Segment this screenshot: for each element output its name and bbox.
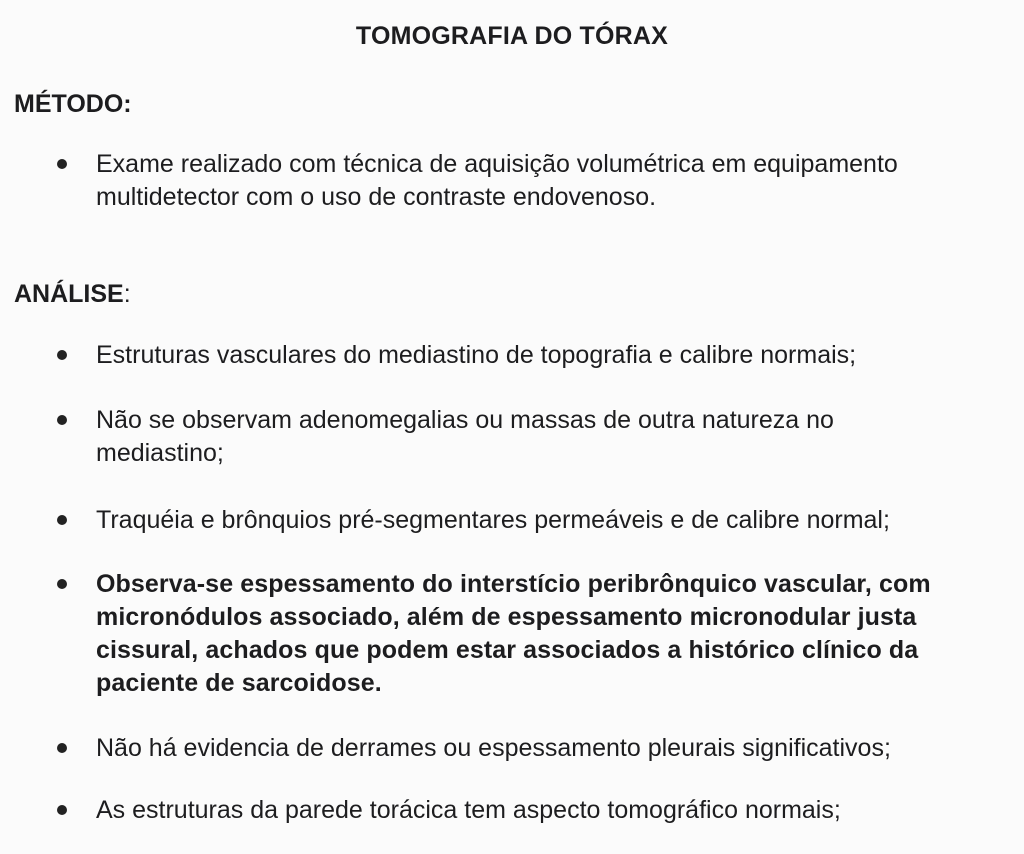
analise-item-5: Não há evidencia de derrames ou espessamento pleurais significativos; — [96, 734, 891, 762]
metodo-heading: MÉTODO: — [14, 90, 132, 118]
bullet-icon — [57, 579, 67, 589]
analise-item-6: As estruturas da parede torácica tem aspecto tomográfico normais; — [96, 796, 841, 824]
analise-heading — [14, 280, 131, 309]
bullet-icon — [57, 805, 67, 815]
analise-item-1: Estruturas vasculares do mediastino de topografia e calibre normais; — [96, 341, 857, 369]
bullet-icon — [57, 515, 67, 525]
document-title: TOMOGRAFIA DO TÓRAX — [355, 22, 669, 50]
analise-heading-colon: : — [123, 280, 131, 308]
bullet-icon — [57, 159, 67, 169]
analise-heading-text: ANÁLISE — [14, 280, 124, 308]
bullet-icon — [57, 350, 67, 360]
metodo-item-1: Exame realizado com técnica de aquisição volumétrica em equipamento multidetector com o uso de contraste endovenoso. — [96, 150, 898, 211]
analise-item-4-highlight: Observa-se espessamento do interstício peribrônquico vascular, com micronódulos associado, além de espessamento micronodular justa cissural, achados que podem estar associados a histórico clínico da paciente de sarcoidose. — [96, 570, 931, 697]
bullet-icon — [57, 415, 67, 425]
analise-item-2: Não se observam adenomegalias ou massas de outra natureza no mediastino; — [96, 406, 834, 467]
bullet-icon — [57, 743, 67, 753]
analise-item-3: Traquéia e brônquios pré-segmentares permeáveis e de calibre normal; — [96, 506, 890, 534]
